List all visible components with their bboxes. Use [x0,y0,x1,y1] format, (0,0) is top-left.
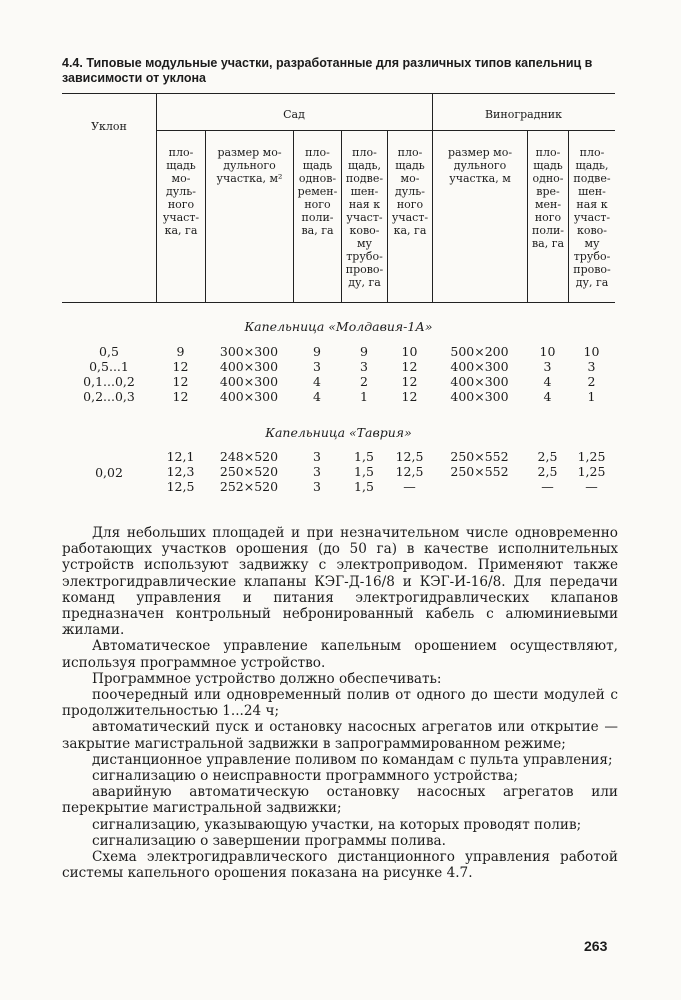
list-item: поочередный или одновременный полив от одного до шести модулей с продолжительностью 1...24 ч; [62,687,618,720]
list-item: дистанционное управление поливом по командам с пульта управления; [92,751,613,768]
page-number: 263 [584,938,608,954]
body-text [62,525,618,881]
table-cell: 1 [360,389,368,404]
table-cell: 9 [176,344,185,359]
table-cell: 400×300 [450,389,509,404]
table-cell: 400×300 [450,359,509,374]
table-cell: 4 [313,374,321,389]
table-row [0,345,681,359]
table-cell: — [541,479,554,494]
table-cell: 2 [587,374,596,389]
header-garden: Сад [283,108,305,121]
list-item: сигнализацию, указывающую участки, на которых проводят полив; [92,816,582,833]
table-cell: 12 [172,374,189,389]
table-cell: 4 [313,389,321,404]
table-cell: 0,5...1 [89,359,129,374]
table-cell: 400×300 [219,374,279,389]
col-divider [432,93,433,302]
tavria-slope: 0,02 [95,465,123,480]
table-cell: 10 [401,344,418,359]
table-cell: 3 [313,479,321,494]
table-cell: 248×520 [219,449,279,464]
table-cell: — [585,479,598,494]
list-item: автоматический пуск и остановку насосных агрегатов или открытие — закрытие магистральной задвижки в запрограммированном режиме; [62,719,618,752]
table-cell: 1,25 [577,464,606,479]
table-cell: 400×300 [450,374,509,389]
table-row [0,390,681,404]
table-cell: 10 [539,344,556,359]
table-cell: 3 [313,464,321,479]
table-cell: 12 [172,389,189,404]
table-cell: 0,2...0,3 [83,389,135,404]
table-cell: 250×552 [450,449,509,464]
header-garden-pipeline-area: пло- щадь, подве- шен- ная к участ- ково- му трубо- прово- ду, га [345,146,384,289]
table-cell: 3 [543,359,552,374]
header-garden-simultaneous: пло- щадь однов- ремен- ного поли- ва, га [297,146,338,237]
table-cell: 1,5 [354,479,374,494]
table-cell: 3 [313,359,321,374]
header-slope: Уклон [91,120,127,133]
table-cell: 1 [587,389,596,404]
table-cell: 2,5 [537,464,558,479]
table-cell: 9 [360,344,368,359]
table-cell: 2,5 [537,449,558,464]
table-cell: 250×552 [450,464,509,479]
section-moldavia: Капельница «Молдавия-1А» [244,319,433,334]
table-cell: 0,5 [99,344,119,359]
header-vineyard-simultaneous: пло- щадь одно- вре- мен- ного поли- ва, га [531,146,565,250]
table-cell: — [403,479,416,494]
table-cell: 400×300 [219,389,279,404]
header-vineyard-size: размер мо- дульного участка, м [447,146,513,185]
header-vineyard: Виноградник [484,108,563,121]
table-cell: 12,5 [395,449,424,464]
table-cell: 3 [360,359,368,374]
table-cell: 3 [587,359,596,374]
table-cell: 12 [401,389,418,404]
table-row [0,360,681,374]
table-cell: 3 [313,449,321,464]
table-top-rule [62,93,615,94]
list-item: сигнализацию о завершении программы полива. [92,832,446,849]
table-cell: 400×300 [219,359,279,374]
header-garden-area: пло- щадь мо- дуль- ного участ- ка, га [162,146,200,237]
header-garden-size: размер мо- дульного участка, м² [216,146,283,185]
table-cell: 500×200 [450,344,509,359]
header-vineyard-pipeline-area: пло- щадь, подве- шен- ная к участ- ково- му трубо- прово- ду, га [573,146,611,289]
section-tavria: Капельница «Таврия» [265,425,412,440]
table-cell: 12,1 [166,449,195,464]
table-cell: 12,5 [395,464,424,479]
table-cell: 12,5 [166,479,195,494]
table-row [0,450,681,464]
paragraph: Схема электрогидравлического дистанционного управления работой системы капельного орошения показана на рисунке 4.7. [62,849,618,882]
table-row [0,480,681,494]
table-cell: 4 [543,389,552,404]
table-cell: 1,5 [354,449,374,464]
table-title: 4.4. Типовые модульные участки, разработанные для различных типов капельниц в зависимости от уклона [62,56,593,85]
table-cell: 4 [543,374,552,389]
table-row [0,465,681,479]
table-cell: 12 [172,359,189,374]
table-cell: 12,3 [166,464,195,479]
list-item: аварийную автоматическую остановку насосных агрегатов или перекрытие магистральной задвижки; [62,784,618,817]
paragraph: Программное устройство должно обеспечивать: [92,670,442,687]
table-cell: 300×300 [219,344,279,359]
table-cell: 12 [401,359,418,374]
paragraph: Автоматическое управление капельным орошением осуществляют, используя программное устройство. [62,638,618,671]
table-cell: 10 [583,344,600,359]
table-cell: 1,5 [354,464,374,479]
table-cell: 9 [313,344,321,359]
header-bottom-rule [62,302,615,303]
table-cell: 0,1...0,2 [83,374,135,389]
paragraph: Для небольших площадей и при незначительном числе одновременно работающих участков орошения (до 50 га) в качестве исполнительных устройств используют задвижку с электроприводом. Применяют также электрогидравлические клапаны КЭГ-Д-16/8 и КЭГ-И-16/8. Для передачи команд управления и питания электрогидравлических клапанов предназначен контрольный небронированный кабель с алюминиевыми жилами. [62,525,618,639]
table-cell: 2 [360,374,368,389]
table-row [0,375,681,389]
group-header-rule [156,130,615,131]
header-garden-module-area2: пло- щадь мо- дуль- ного участ- ка, га [391,146,429,237]
table-cell: 12 [401,374,418,389]
table-cell: 250×520 [219,464,279,479]
table-cell: 252×520 [219,479,279,494]
table-cell: 1,25 [577,449,606,464]
list-item: сигнализацию о неисправности программного устройства; [92,768,519,785]
